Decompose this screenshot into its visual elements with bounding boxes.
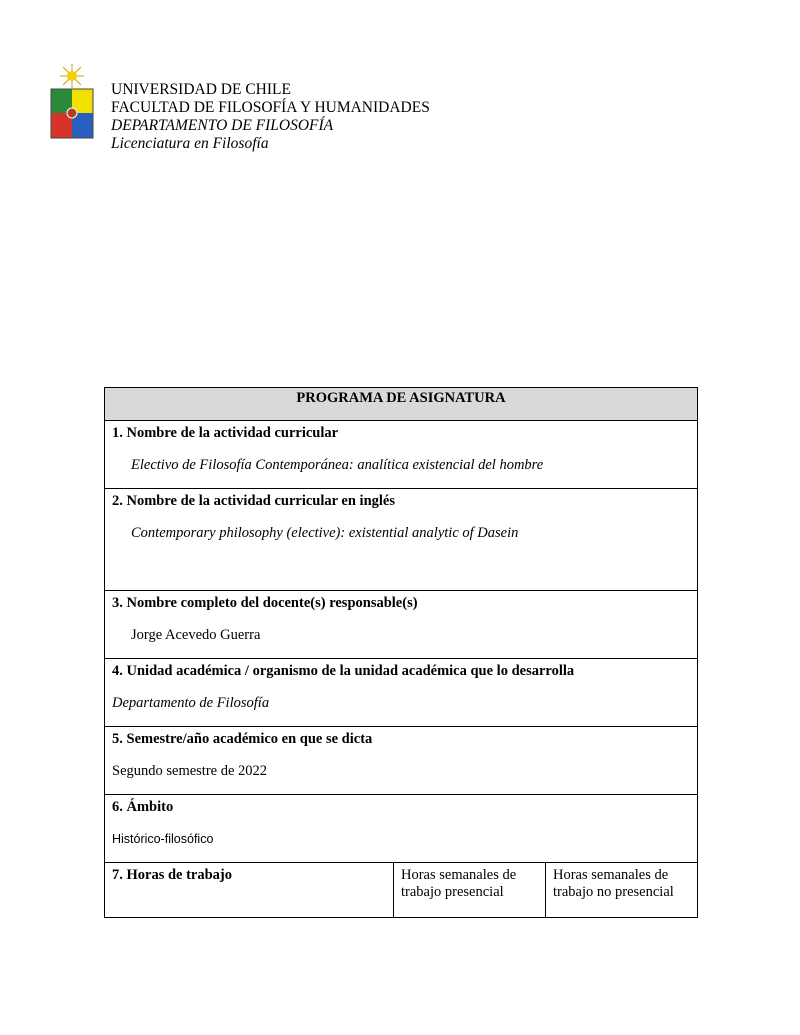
table-row [105,659,698,727]
row-label: 5. Semestre/año académico en que se dicta [112,731,373,747]
row-label: 4. Unidad académica / organismo de la unidad académica que lo desarrolla [112,663,575,679]
hours-row [105,863,698,918]
table-row [105,591,698,659]
row-label: 2. Nombre de la actividad curricular en inglés [112,493,396,509]
row-label: 1. Nombre de la actividad curricular [112,425,339,441]
program-name: Licenciatura en Filosofía [111,135,269,152]
table-row [105,421,698,489]
row-value: Departamento de Filosofía [112,695,270,711]
hours-presencial-header: Horas semanales de trabajo presencial [394,863,546,918]
row-value: Histórico-filosófico [112,832,214,846]
course-program-table [104,387,698,918]
table-row [105,795,698,863]
university-crest-logo [50,64,94,140]
hours-no-presencial-header: Horas semanales de trabajo no presencial [546,863,698,918]
institution-header [111,81,430,153]
table-row [105,489,698,591]
row-label: 6. Ámbito [112,799,174,815]
row-value: Jorge Acevedo Guerra [131,627,261,643]
row-value: Contemporary philosophy (elective): existential analytic of Dasein [131,525,519,541]
hours-label: 7. Horas de trabajo [105,863,394,918]
row-label: 3. Nombre completo del docente(s) responsable(s) [112,595,418,611]
row-value: Segundo semestre de 2022 [112,763,268,779]
faculty-name: FACULTAD DE FILOSOFÍA Y HUMANIDADES [111,99,430,116]
university-name: UNIVERSIDAD DE CHILE [111,81,291,98]
department-name: DEPARTAMENTO DE FILOSOFÍA [111,117,334,134]
table-row [105,727,698,795]
table-title: PROGRAMA DE ASIGNATURA [105,388,698,421]
row-value: Electivo de Filosofía Contemporánea: analítica existencial del hombre [131,457,544,473]
